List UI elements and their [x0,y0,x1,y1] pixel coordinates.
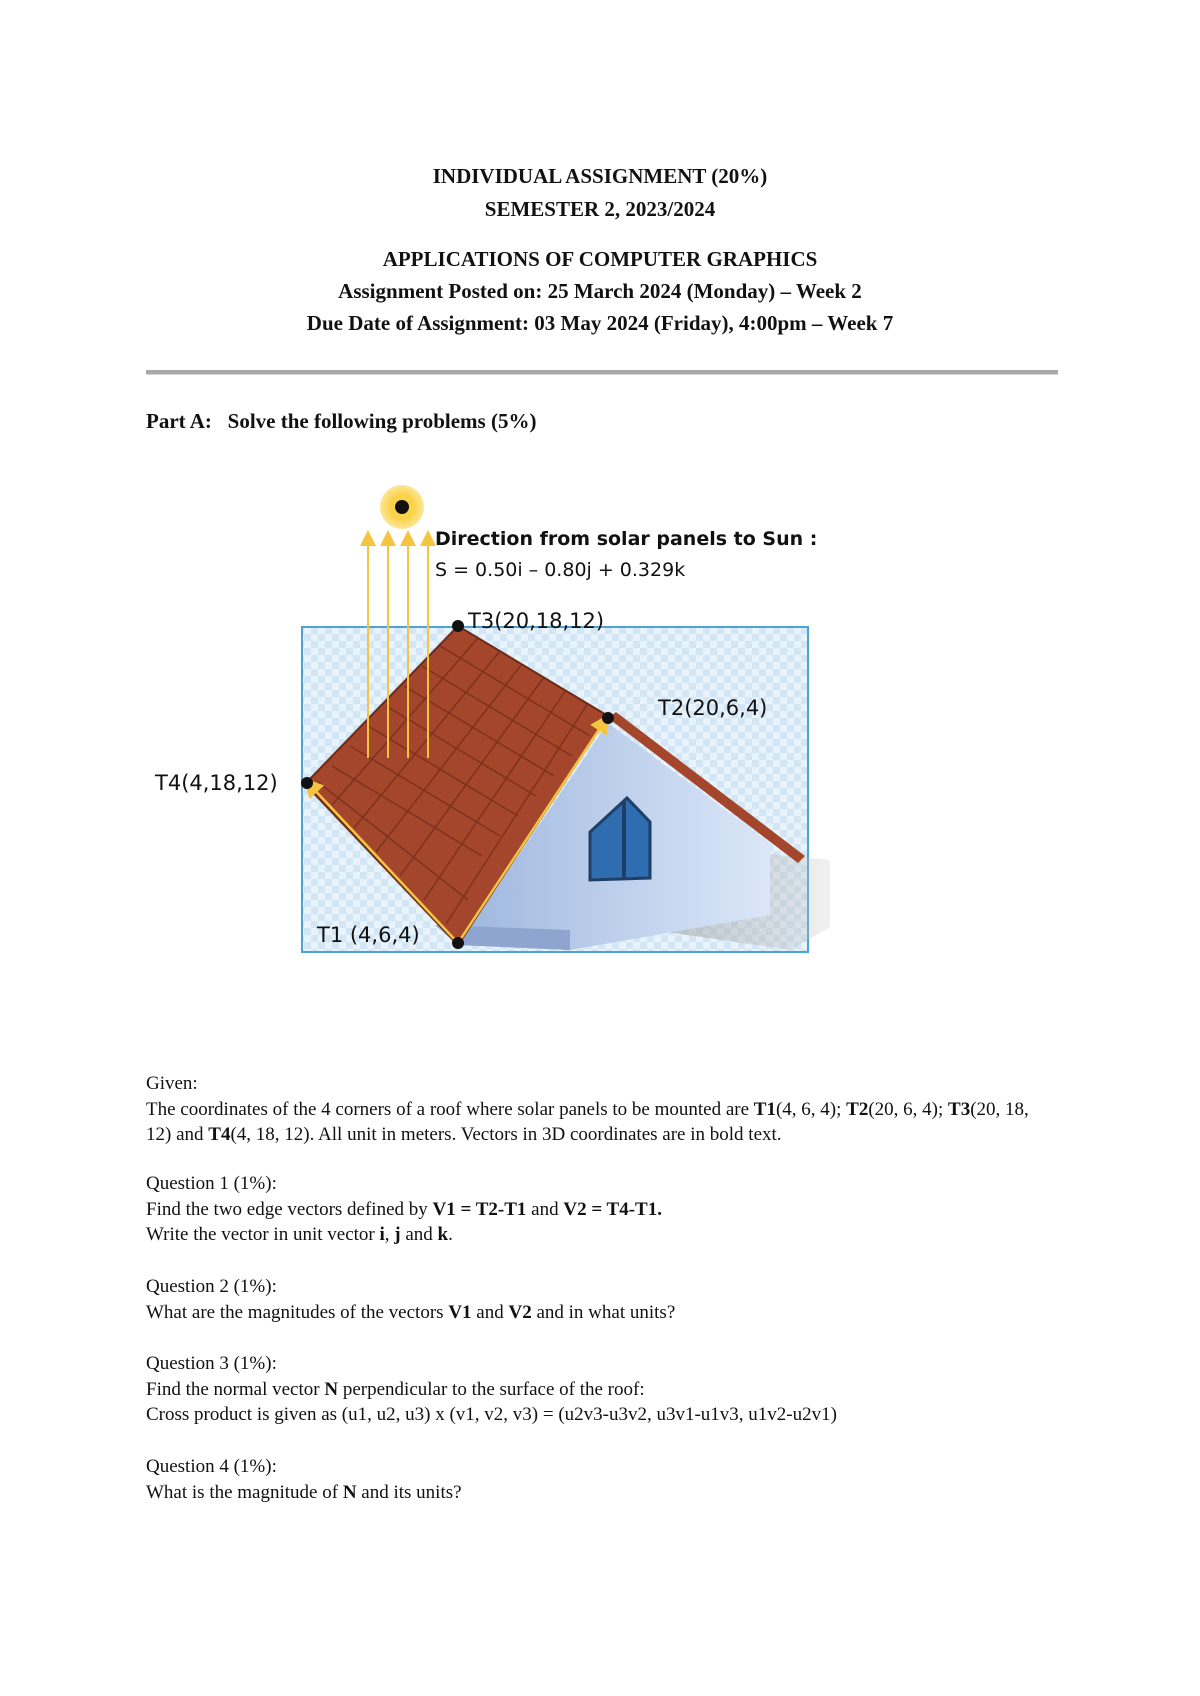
label-t2: T2(20,6,4) [658,696,768,720]
part-a-label: Part A: [146,409,212,433]
q1-i: i [379,1224,385,1246]
q2-heading: Question 2 (1%): [146,1276,277,1297]
q2-text-a: What are the magnitudes of the vectors [146,1301,444,1323]
given-t1-coords: (4, 6, 4); [775,1098,842,1120]
given-section [146,1071,1058,1148]
label-t4: T4(4,18,12) [155,771,278,795]
q2-text-b: and in what units? [536,1301,676,1323]
q4-text-b: and its units? [361,1481,462,1503]
q1-line2 [146,1222,1058,1248]
header-divider [146,370,1058,374]
given-t4-coords: (4, 18, 12). All unit in meters. Vectors in 3D coordinates are in bold text. [230,1124,782,1146]
given-intro: The coordinates of the 4 corners of a roof where solar panels to be mounted are [146,1098,750,1120]
posted-date: Assignment Posted on: 25 March 2024 (Monday) – Week 2 [338,279,862,303]
question-4 [146,1454,1058,1505]
q1-text-a: Find the two edge vectors defined by [146,1198,428,1220]
q2-v2: V2 [508,1301,532,1323]
point-t3 [452,620,464,632]
q3-heading: Question 3 (1%): [146,1353,277,1374]
label-t1: T1 (4,6,4) [317,923,420,947]
assignment-title: INDIVIDUAL ASSIGNMENT (20%) [432,164,768,188]
sun-center [395,500,409,514]
course-title: APPLICATIONS OF COMPUTER GRAPHICS [382,247,818,271]
given-t4-label: T4 [208,1124,231,1146]
q1-v1: V1 = T2-T1 [432,1198,527,1220]
given-t2-label: T2 [846,1098,869,1120]
given-t3-label: T3 [948,1098,971,1120]
semester: SEMESTER 2, 2023/2024 [484,197,716,221]
q1-heading: Question 1 (1%): [146,1173,277,1194]
point-t1 [452,937,464,949]
q1-and2: and [405,1224,433,1246]
given-t2-coords-end: 4); [922,1098,944,1120]
q4-text-a: What is the magnitude of [146,1481,339,1503]
given-heading: Given: [146,1073,198,1094]
question-2 [146,1274,1058,1325]
q1-dot: . [448,1224,453,1246]
q4-n: N [342,1481,357,1503]
q1-text-b: Write the vector in unit vector [146,1224,375,1246]
q3-line1 [146,1377,1058,1403]
q2-and: and [476,1301,504,1323]
part-a-title: Solve the following problems (5%) [227,409,537,433]
given-t2-coords: (20, 6, [868,1098,918,1120]
point-t4 [301,777,313,789]
q1-and: and [531,1198,559,1220]
q1-line1 [146,1197,1058,1223]
question-1 [146,1171,1058,1248]
given-t3-coords: (20, 18, 12) and [146,1098,1029,1146]
due-date: Due Date of Assignment: 03 May 2024 (Friday), 4:00pm – Week 7 [306,311,894,335]
q3-line2: Cross product is given as (u1, u2, u3) x (v1, v2, v3) = (u2v3-u3v2, u3v1-u1v3, u1v2-u2v1) [146,1404,837,1426]
point-t2 [602,712,614,724]
q4-line1 [146,1480,1058,1506]
q4-heading: Question 4 (1%): [146,1456,277,1477]
q1-k: k [437,1224,449,1246]
q3-n: N [324,1378,339,1400]
sun-vector: S = 0.50i – 0.80j + 0.329k [435,559,686,581]
part-a-heading [146,407,536,435]
sun-caption: Direction from solar panels to Sun : [435,528,818,550]
given-t1-label: T1 [753,1098,776,1120]
roof-diagram [150,480,830,960]
q2-line1 [146,1300,1058,1326]
given-text [146,1097,1058,1148]
label-t3: T3(20,18,12) [468,609,605,633]
q2-v1: V1 [448,1301,472,1323]
q3-text-a: Find the normal vector [146,1378,320,1400]
question-3 [146,1351,1058,1428]
q1-v2: V2 = T4-T1. [563,1198,662,1220]
q1-comma: , [384,1224,390,1246]
q1-j: j [394,1224,401,1246]
q3-text-b: perpendicular to the surface of the roof: [342,1378,645,1400]
